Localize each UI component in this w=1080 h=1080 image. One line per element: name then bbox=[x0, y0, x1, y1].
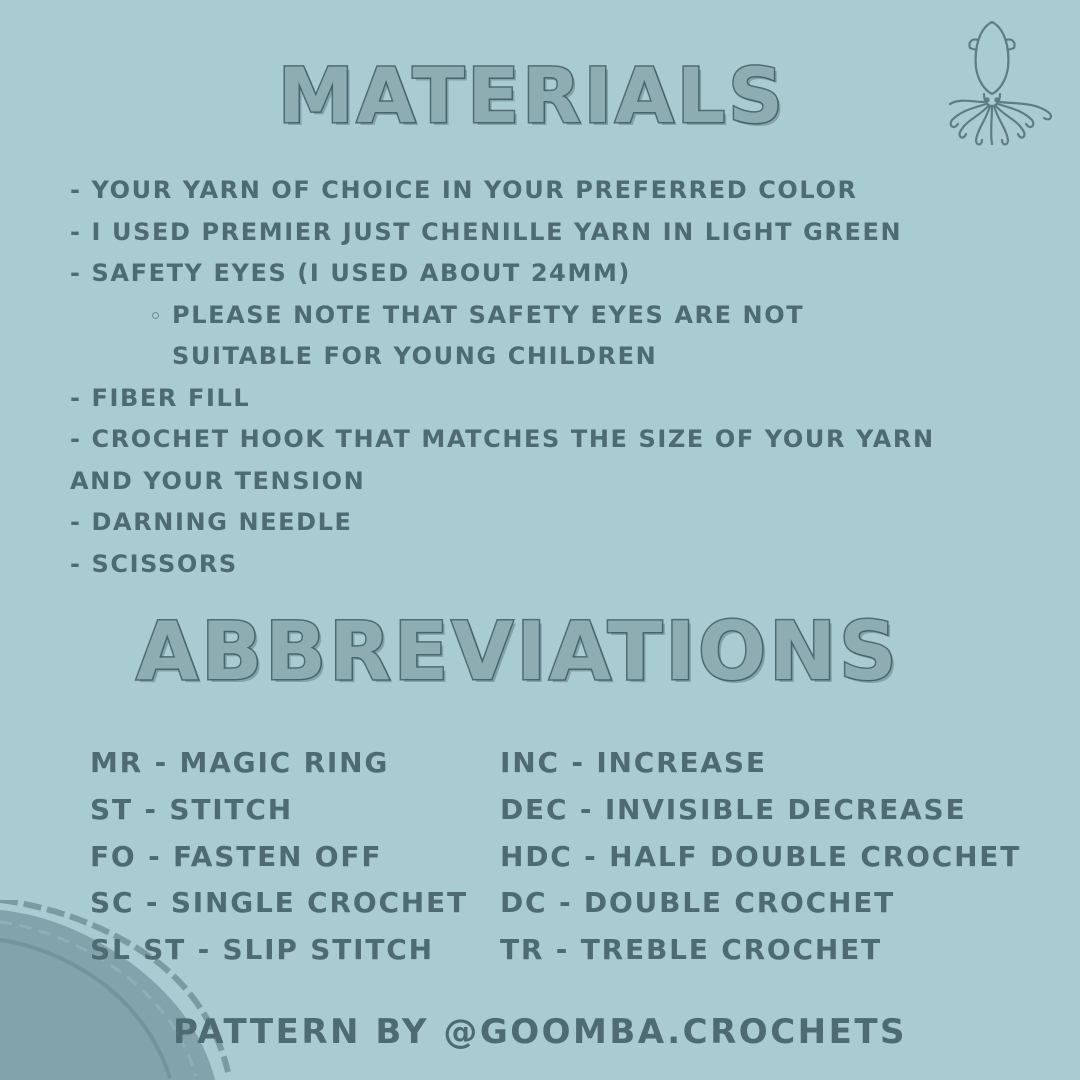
list-item: - SAFETY EYES (I USED ABOUT 24MM) bbox=[70, 259, 631, 287]
abbreviations-left-column bbox=[90, 740, 468, 974]
abbreviation-item: TR - TREBLE CROCHET bbox=[500, 933, 882, 967]
pattern-credit: PATTERN BY @GOOMBA.CROCHETS bbox=[172, 1012, 908, 1052]
list-item: - DARNING NEEDLE bbox=[70, 508, 353, 536]
abbreviations-title: ABBREVIATIONS bbox=[136, 605, 900, 698]
circle-bullet-icon bbox=[152, 312, 159, 319]
sub-list-item bbox=[70, 295, 970, 378]
list-item: - CROCHET HOOK THAT MATCHES THE SIZE OF YOUR YARN AND YOUR TENSION bbox=[70, 425, 935, 495]
abbreviation-item: FO - FASTEN OFF bbox=[90, 839, 383, 873]
abbreviation-item: MR - MAGIC RING bbox=[90, 746, 390, 779]
list-item: - FIBER FILL bbox=[70, 383, 251, 412]
abbreviation-item: DC - DOUBLE CROCHET bbox=[500, 886, 896, 920]
abbreviation-item: SL ST - SLIP STITCH bbox=[90, 933, 434, 967]
list-item: - I USED PREMIER JUST CHENILLE YARN IN LIGHT GREEN bbox=[70, 217, 903, 246]
abbreviation-item: DEC - INVISIBLE DECREASE bbox=[500, 792, 967, 826]
abbreviation-item: ST - STITCH bbox=[90, 792, 293, 826]
materials-list bbox=[70, 170, 970, 585]
abbreviation-item: INC - INCREASE bbox=[500, 746, 767, 779]
abbreviation-item: HDC - HALF DOUBLE CROCHET bbox=[500, 839, 1022, 873]
safety-note: PLEASE NOTE THAT SAFETY EYES ARE NOT SUITABLE FOR YOUNG CHILDREN bbox=[172, 300, 805, 370]
materials-title: MATERIALS bbox=[277, 51, 787, 140]
list-item: - YOUR YARN OF CHOICE IN YOUR PREFERRED COLOR bbox=[70, 176, 858, 204]
list-item: - SCISSORS bbox=[70, 549, 238, 578]
abbreviations-right-column bbox=[500, 740, 1021, 974]
abbreviation-item: SC - SINGLE CROCHET bbox=[90, 886, 468, 920]
